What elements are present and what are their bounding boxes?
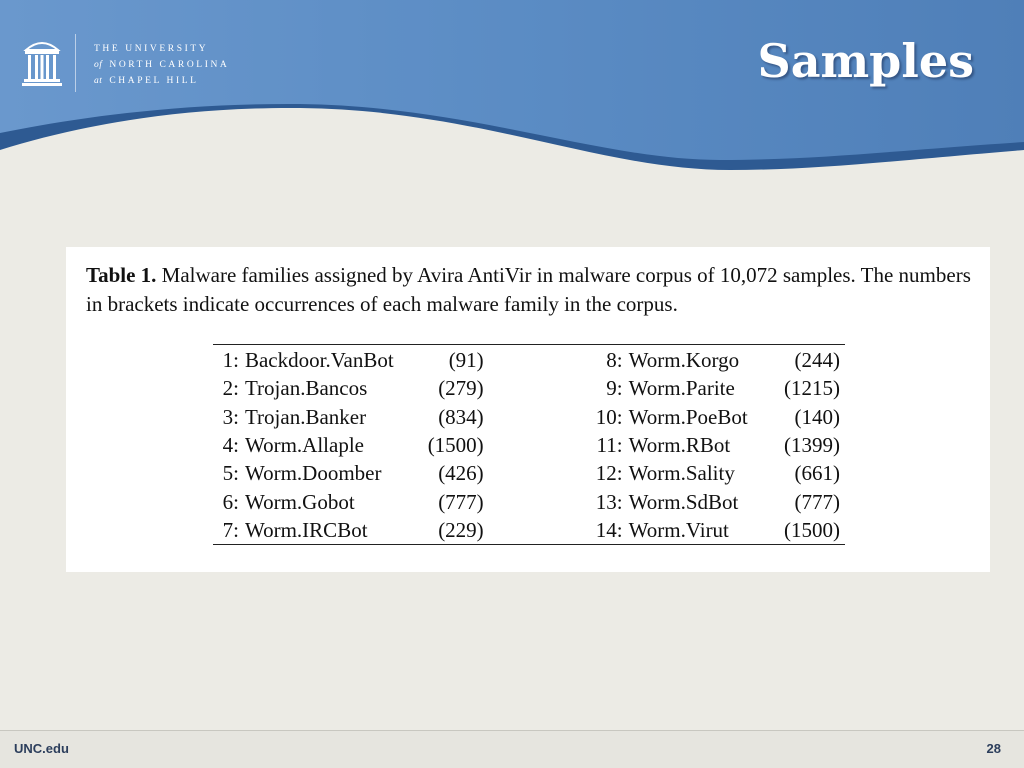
university-line-2: of NORTH CAROLINA	[94, 60, 230, 70]
university-line-3: at CHAPEL HILL	[94, 76, 199, 86]
family-name: Worm.IRCBot	[244, 517, 368, 542]
column-gap	[484, 374, 584, 402]
table-row	[213, 403, 845, 431]
university-line-1: THE UNIVERSITY	[94, 44, 209, 54]
column-gap	[484, 487, 584, 515]
row-number: 8:	[606, 348, 623, 373]
family-name: Backdoor.VanBot	[244, 348, 394, 373]
university-wordmark	[94, 41, 229, 89]
footer-site: UNC.edu	[14, 741, 69, 756]
family-count: (777)	[794, 489, 840, 514]
table-image	[66, 247, 990, 572]
family-name: Worm.Doomber	[244, 461, 382, 486]
row-number: 9:	[606, 376, 623, 401]
family-name: Worm.PoeBot	[628, 404, 748, 429]
family-count: (279)	[438, 376, 484, 401]
footer	[0, 731, 1024, 768]
table-row	[213, 516, 845, 545]
table-row	[213, 487, 845, 515]
old-well-icon	[22, 36, 62, 88]
table-row	[213, 374, 845, 402]
column-gap	[484, 516, 584, 545]
family-count: (1500)	[427, 433, 484, 458]
logo-divider	[75, 34, 76, 92]
family-count: (661)	[794, 461, 840, 486]
column-gap	[484, 459, 584, 487]
row-number: 11:	[596, 433, 623, 458]
row-number: 10:	[595, 404, 623, 429]
table-row	[213, 431, 845, 459]
table-row	[213, 345, 845, 375]
row-number: 4:	[222, 433, 239, 458]
caption-label: Table 1.	[86, 263, 157, 287]
table-row	[213, 459, 845, 487]
page-number: 28	[986, 741, 1001, 756]
family-count: (91)	[448, 348, 484, 373]
row-number: 14:	[595, 517, 623, 542]
family-name: Worm.Sality	[628, 461, 735, 486]
family-count: (244)	[794, 348, 840, 373]
row-number: 3:	[222, 404, 239, 429]
row-number: 7:	[222, 517, 239, 542]
column-gap	[484, 345, 584, 375]
family-count: (1399)	[784, 433, 840, 458]
row-number: 12:	[595, 461, 623, 486]
family-count: (229)	[438, 517, 484, 542]
row-number: 2:	[222, 376, 239, 401]
family-count: (1500)	[784, 517, 840, 542]
row-number: 5:	[222, 461, 239, 486]
row-number: 1:	[222, 348, 239, 373]
column-gap	[484, 431, 584, 459]
family-count: (1215)	[784, 376, 840, 401]
slide-title: Samples	[757, 34, 974, 88]
malware-families-table	[213, 344, 845, 545]
family-name: Trojan.Banker	[244, 404, 367, 429]
family-name: Worm.Parite	[628, 376, 735, 401]
family-count: (777)	[438, 489, 484, 514]
table-caption	[86, 261, 976, 319]
family-count: (834)	[438, 404, 484, 429]
family-name: Worm.SdBot	[628, 489, 739, 514]
caption-text: Malware families assigned by Avira AntiVir in malware corpus of 10,072 samples. The numbers in brackets indicate occurrences of each malware family in the corpus.	[86, 263, 971, 316]
family-name: Worm.Korgo	[628, 348, 740, 373]
row-number: 13:	[595, 489, 623, 514]
family-name: Worm.Virut	[628, 517, 729, 542]
family-name: Worm.Gobot	[244, 489, 355, 514]
family-name: Worm.Allaple	[244, 433, 364, 458]
family-name: Worm.RBot	[628, 433, 731, 458]
row-number: 6:	[222, 489, 239, 514]
family-count: (426)	[438, 461, 484, 486]
column-gap	[484, 403, 584, 431]
family-count: (140)	[794, 404, 840, 429]
family-name: Trojan.Bancos	[244, 376, 368, 401]
